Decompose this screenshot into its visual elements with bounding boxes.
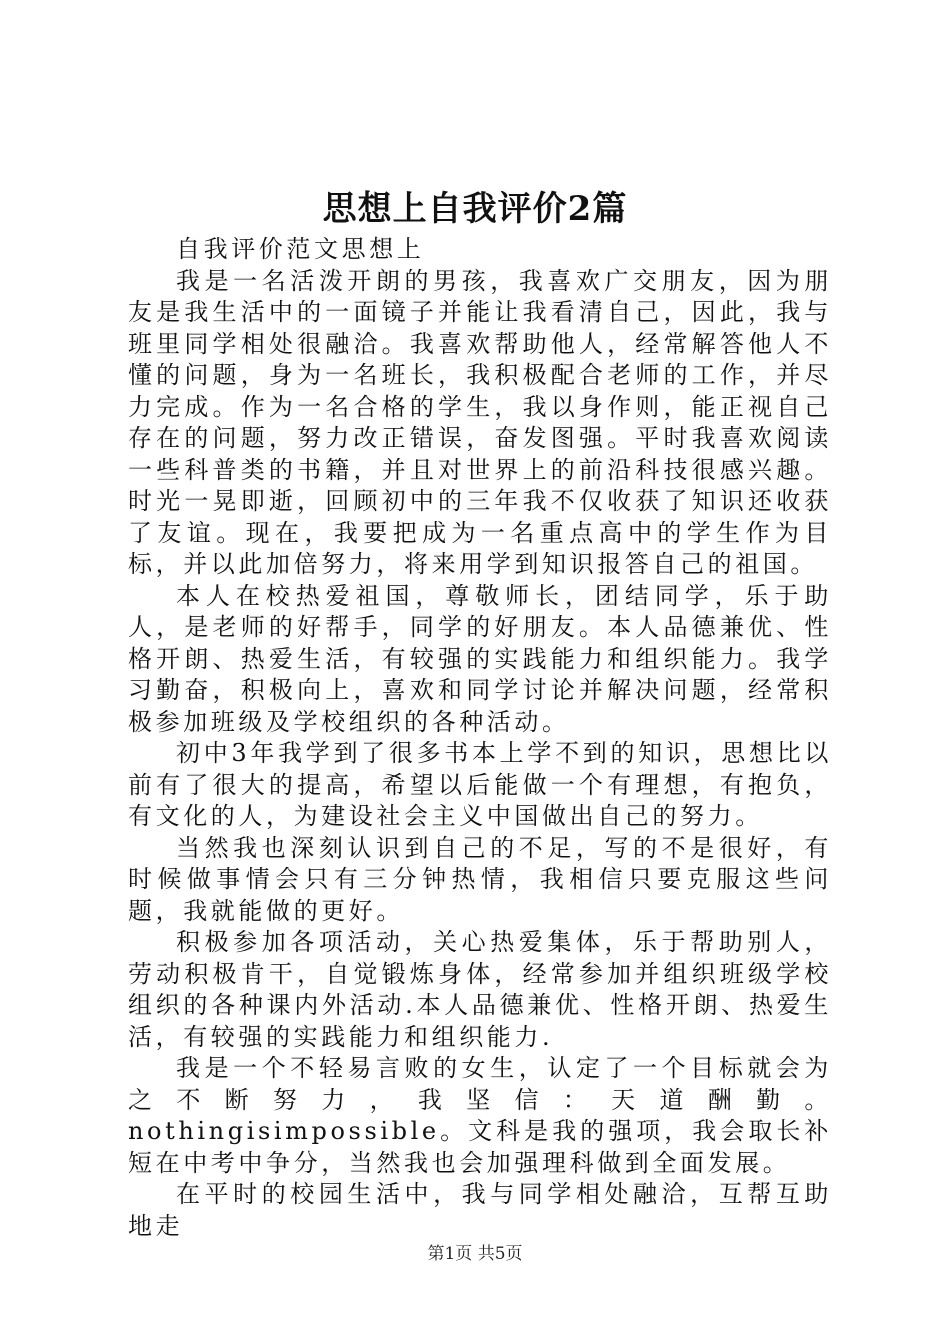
paragraph: 我是一个不轻易言败的女生，认定了一个目标就会为之不断努力，我坚信：天道酬勤。nothingisimpossible。文科是我的强项，我会取长补短在中考中争分，当然我也会加强理科做到全面发展。 (128, 1054, 832, 1177)
page-footer: 第1页 共5页 (427, 1244, 523, 1264)
paragraph: 当然我也深刻认识到自己的不足，写的不是很好，有时候做事情会只有三分钟热情，我相信只要克服这些问题，我就能做的更好。 (128, 833, 832, 925)
paragraph-subtitle: 自我评价范文思想上 (176, 235, 425, 263)
document-title: 思想上自我评价2篇 (322, 189, 628, 229)
document-body (128, 234, 832, 1242)
paragraph: 在平时的校园生活中，我与同学相处融洽，互帮互助地走 (128, 1180, 832, 1240)
paragraph: 初中3年我学到了很多书本上学不到的知识，思想比以前有了很大的提高，希望以后能做一个有理想，有抱负，有文化的人，为建设社会主义中国做出自己的努力。 (128, 739, 832, 830)
paragraph: 积极参加各项活动，关心热爱集体，乐于帮助别人，劳动积极肯干，自觉锻炼身体，经常参加并组织班级学校组织的各种课内外活动.本人品德兼优、性格开朗、热爱生活，有较强的实践能力和组织能力. (128, 928, 832, 1051)
paragraph: 本人在校热爱祖国，尊敬师长，团结同学，乐于助人，是老师的好帮手，同学的好朋友。本人品德兼优、性格开朗、热爱生活，有较强的实践能力和组织能力。我学习勤奋，积极向上，喜欢和同学讨论并解决问题，经常积极参加班级及学校组织的各种活动。 (128, 581, 832, 736)
paragraph: 我是一名活泼开朗的男孩，我喜欢广交朋友，因为朋友是我生活中的一面镜子并能让我看清自己，因此，我与班里同学相处很融洽。我喜欢帮助他人，经常解答他人不懂的问题，身为一名班长，我积极配合老师的工作，并尽力完成。作为一名合格的学生，我以身作则，能正视自己存在的问题，努力改正错误，奋发图强。平时我喜欢阅读一些科普类的书籍，并且对世界上的前沿科技很感兴趣。时光一晃即逝，回顾初中的三年我不仅收获了知识还收获了友谊。现在，我要把成为一名重点高中的学生作为目标，并以此加倍努力，将来用学到知识报答自己的祖国。 (128, 266, 832, 578)
